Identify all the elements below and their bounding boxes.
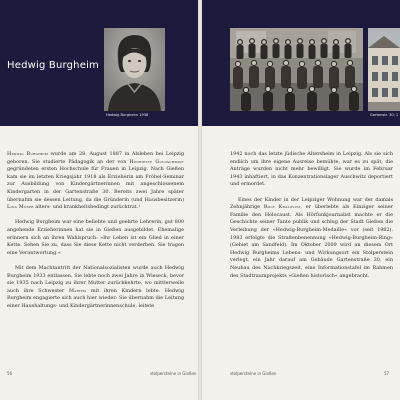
left-paragraph-2: Hedwig Burgheim war eine beliebte und geehrte Lehrerin, gut 800 angehende Erzieherinnen hat sie in Gießen ausgebildet. Ehemalige erinnern sich an ihren Wahlspruch: »Ihr Leben ist ein Glied in einer Kette. Sehen Sie zu, dass Sie diese Kette nicht verderben. Sie tragen eine Verantwortung.« — [7, 219, 184, 256]
left-paragraph-3: Mit dem Machtantritt der Nationalsozialisten wurde auch Hedwig Burgheim 1933 entlassen. Sie lebte noch zwei Jahre in Wieseck, bevor sie 1935 nach Leipzig zu ihrer Mutter zurückkehrte, wo mittlerweile auch ihre Schwester Martha mit ihren Kindern lebte. Hedwig Burgheim engagierte sich auch hier wieder: Sie übernahm die Leitung einer Haushaltungs- und Kindergärtnerinnenschule, leitete — [7, 264, 185, 309]
portrait-caption: Hedwig Burgheim 1938 — [106, 113, 149, 117]
left-paragraph-1: Hedwig Burgheim wurde am 28. August 1887 in Alsleben bei Leipzig geboren. Sie studierte Pädagogik an der von Henriette Goldschmidt gegründeten ersten Hochschule für Frauen in Leipzig. Nach Gießen kam sie im letzten Kriegsjahr 1918 als Erzieherin am Fröbel-Seminar zur Ausbildung von Kindergärtnerinnen mit angeschlossenem Kindergarten in der Gartenstraße 30. Bereits zwei Jahre später übernahm sie dessen Leitung, da die Gründerin (und Hausbesitzerin) Lina Möser alters- und krankheitsbedingt zurücktrat.¹ — [7, 151, 185, 211]
building-photo-caption: Gartenstr. 30, 1 — [370, 113, 399, 117]
person-name: Martha — [68, 287, 87, 294]
person-name: Hedwig Burgheim — [7, 151, 48, 157]
person-name: Rolf Kralovitz — [263, 204, 301, 211]
right-body-text — [230, 151, 393, 288]
person-name: Henriette Goldschmidt — [129, 158, 184, 165]
name-heading: Hedwig Burgheim — [7, 60, 99, 71]
group-photo — [230, 28, 363, 111]
portrait-photo — [104, 28, 165, 111]
right-page-number: 57 — [384, 371, 390, 376]
building-photo — [368, 28, 400, 111]
right-page — [200, 0, 400, 400]
left-running-title: stolpersteine in Gießen — [150, 371, 197, 376]
right-paragraph-2: Eines der Kinder in der Leipziger Wohnung war der damals Zehnjährige Rolf Kralovitz, er überlebte als Einziger seiner Familie den Holocaust. Als Hörfunkjournalist machte er die Geschichte seiner Tante publik und schlug der Stadt Gießen die Verleihung der »Hedwig-Burgheim-Medaille« vor (seit 1982). 1983 erfolgte die Straßenbenennung »Hedwig-Burgheim-Ring« (Gebiet am Sandfeld). Im Oktober 2009 wird an diesem Ort Hedwig Burgheims Lebens- und Wirkungsort ein Stolperstein verlegt, ein Jahr darauf am Gebäude Gartenstraße 30, ein Neubau des Nachkriegszeit, eine Informationstafel im Rahmen des Stadtraumprojekts »Gießen historisch« angebracht. — [230, 196, 393, 279]
person-name: Lina Möser — [7, 204, 34, 211]
right-paragraph-1: 1942 noch das letzte jüdische Altersheim in Leipzig. Als sie sich endlich um ihre eigene Ausreise bemühte, war es zu spät, die Anträge wurden nicht mehr bewilligt. Sie wurde im Februar 1943 inhaftiert, in das Konzentrationslager Auschwitz deportiert und ermordet. — [230, 151, 393, 188]
left-body-text — [7, 151, 184, 318]
book-gutter — [198, 0, 202, 400]
left-page-number: 56 — [7, 371, 13, 376]
right-running-title: stolpersteine in Gießen — [230, 371, 277, 376]
